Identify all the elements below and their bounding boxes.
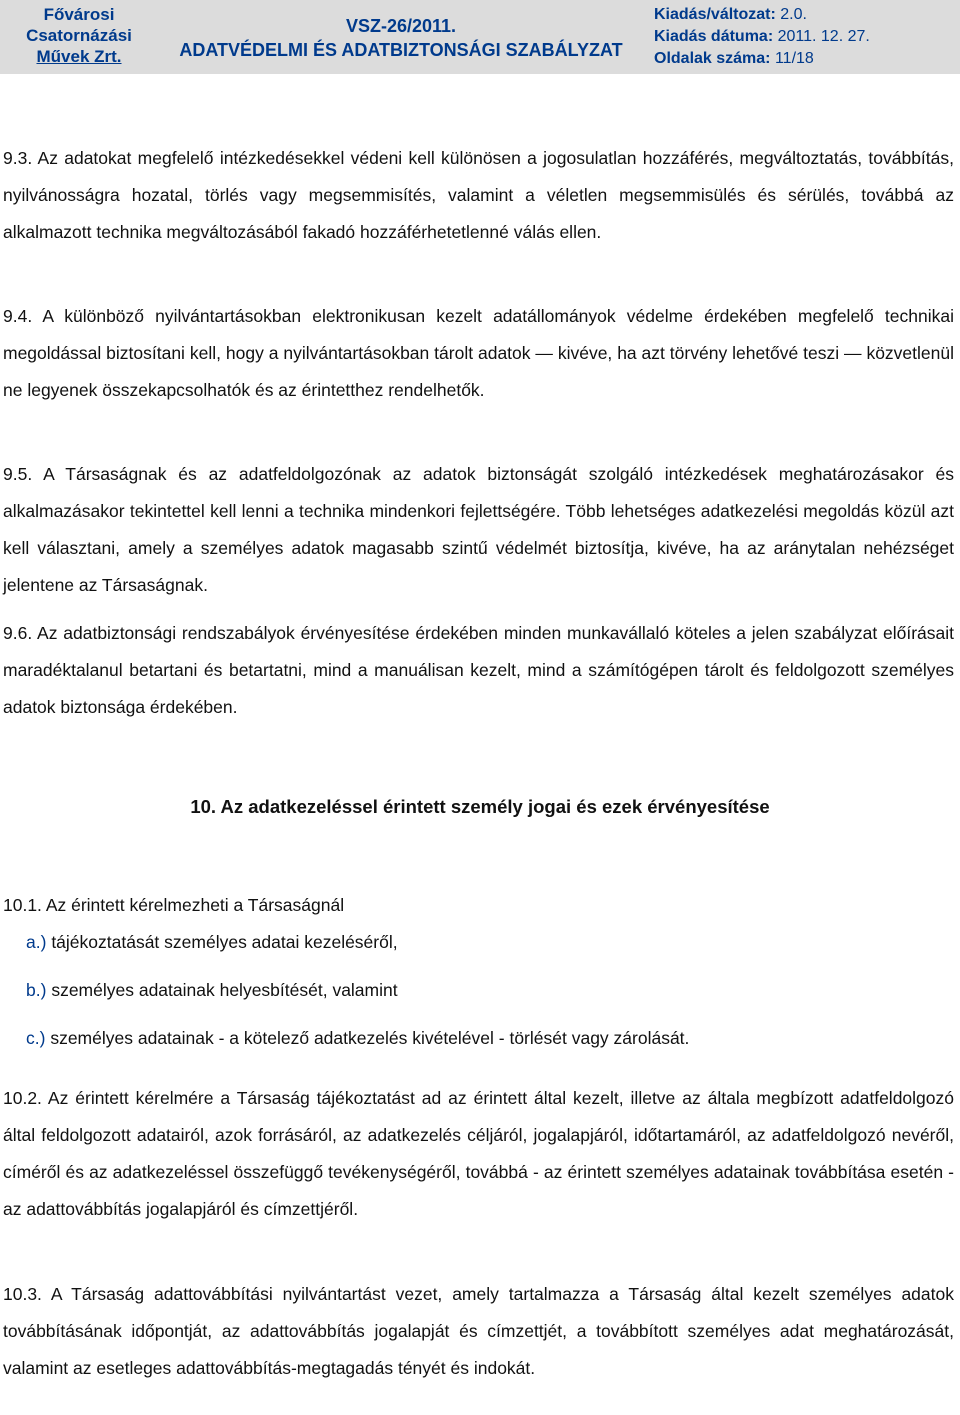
version-row (654, 4, 870, 26)
list-item-b (3, 972, 954, 1009)
paragraph-number: 9.4. (3, 306, 33, 326)
company-line-2: Csatornázási (26, 26, 132, 45)
paragraph-9-3 (3, 140, 954, 251)
paragraph-number: 10.2. (3, 1088, 42, 1108)
paragraph-10-2 (3, 1080, 954, 1228)
list-text: személyes adatainak helyesbítését, valamint (51, 980, 398, 1000)
paragraph-9-6 (3, 615, 954, 726)
paragraph-number: 9.6. (3, 623, 33, 643)
paragraph-text: A különböző nyilvántartásokban elektronikusan kezelt adatállományok védelme érdekében megfelelő technikai megoldással biztosítani kell, hogy a nyilvántartásokban tárolt adatok ― kivéve, ha azt törvény lehetővé teszi ― közvetlenül ne legyenek összekapcsolhatók és az érintetthez rendelhetők. (3, 306, 955, 400)
date-label: Kiadás dátuma: (654, 28, 774, 45)
list-item-a (3, 924, 954, 961)
company-line-1: Fővárosi (43, 5, 115, 24)
list-text: tájékoztatását személyes adatai kezeléséről, (51, 932, 398, 952)
paragraph-text: Az adatbiztonsági rendszabályok érvényesítése érdekében minden munkavállaló köteles a jelen szabályzat előírásait maradéktalanul betartani és betartatni, mind a manuálisan kezelt, mind a számítógépen tárolt és feldolgozott személyes adatok biztonsága érdekében. (3, 623, 954, 717)
company-line-3: Művek Zrt. (36, 47, 122, 66)
document-title-block (158, 14, 644, 62)
version-label: Kiadás/változat: (654, 6, 776, 23)
paragraph-text: A Társaság adattovábbítási nyilvántartást vezet, amely tartalmazza a Társaság által kezelt személyes adatok továbbításának időpontját, az adattovábbítás jogalapját és címzettjét, a továbbított személyes adat meghatározását, valamint az esetleges adattovábbítás-megtagadás tényét és indokát. (3, 1284, 954, 1378)
pages-row (654, 48, 870, 70)
paragraph-9-4 (3, 298, 954, 409)
document-meta (654, 4, 870, 70)
list-item-c (3, 1020, 954, 1057)
paragraph-number: 9.5. (3, 464, 33, 484)
paragraph-text: 10.1. Az érintett kérelmezheti a Társaságnál (3, 895, 345, 915)
list-letter: b.) (26, 980, 47, 1000)
paragraph-text: Az érintett kérelmére a Társaság tájékoztatást ad az érintett által kezelt, illetve az általa megbízott adatfeldolgozó által feldolgozott adatairól, azok forrásáról, az adatkezelés céljáról, jogalapjáról, időtartamáról, az adatfeldolgozó nevéről, címéről és az adatkezeléssel összefüggő tevékenységéről, továbbá - az érintett személyes adatainak továbbítása esetén - az adattovábbítás jogalapjáról és címzettjéről. (3, 1088, 954, 1219)
pages-label: Oldalak száma: (654, 50, 771, 67)
paragraph-9-5 (3, 456, 954, 604)
section-10-heading: 10. Az adatkezeléssel érintett személy jogai és ezek érvényesítése (190, 796, 770, 817)
list-letter: a.) (26, 932, 47, 952)
company-name (0, 4, 158, 67)
paragraph-number: 10.3. (3, 1284, 42, 1304)
pages-value: 11/18 (774, 50, 814, 67)
paragraph-10-1 (3, 887, 954, 1057)
document-title: ADATVÉDELMI ÉS ADATBIZTONSÁGI SZABÁLYZAT (179, 40, 623, 60)
paragraph-10-3 (3, 1276, 954, 1387)
paragraph-number: 9.3. (3, 148, 33, 168)
date-value: 2011. 12. 27. (777, 28, 870, 45)
date-row (654, 26, 870, 48)
list-text: személyes adatainak - a kötelező adatkezelés kivételével - törlését vagy zárolását. (50, 1028, 690, 1048)
list-letter: c.) (26, 1028, 46, 1048)
paragraph-text: Az adatokat megfelelő intézkedésekkel védeni kell különösen a jogosulatlan hozzáférés, megváltoztatás, továbbítás, nyilvánosságra hozatal, törlés vagy megsemmisítés, valamint a véletlen megsemmisülés és sérülés, továbbá az alkalmazott technika megváltozásából fakadó hozzáférhetetlenné válás ellen. (3, 148, 954, 242)
document-header (0, 0, 960, 74)
version-value: 2.0. (780, 6, 807, 23)
paragraph-text: A Társaságnak és az adatfeldolgozónak az adatok biztonságát szolgáló intézkedések meghatározásakor és alkalmazásakor tekintettel kell lenni a technika mindenkori fejlettségére. Több lehetséges adatkezelési megoldás közül azt kell választani, amely a személyes adatok magasabb szintű védelmét biztosítja, kivéve, ha az aránytalan nehézséget jelentene az Társaságnak. (3, 464, 954, 595)
document-code: VSZ-26/2011. (345, 16, 457, 36)
